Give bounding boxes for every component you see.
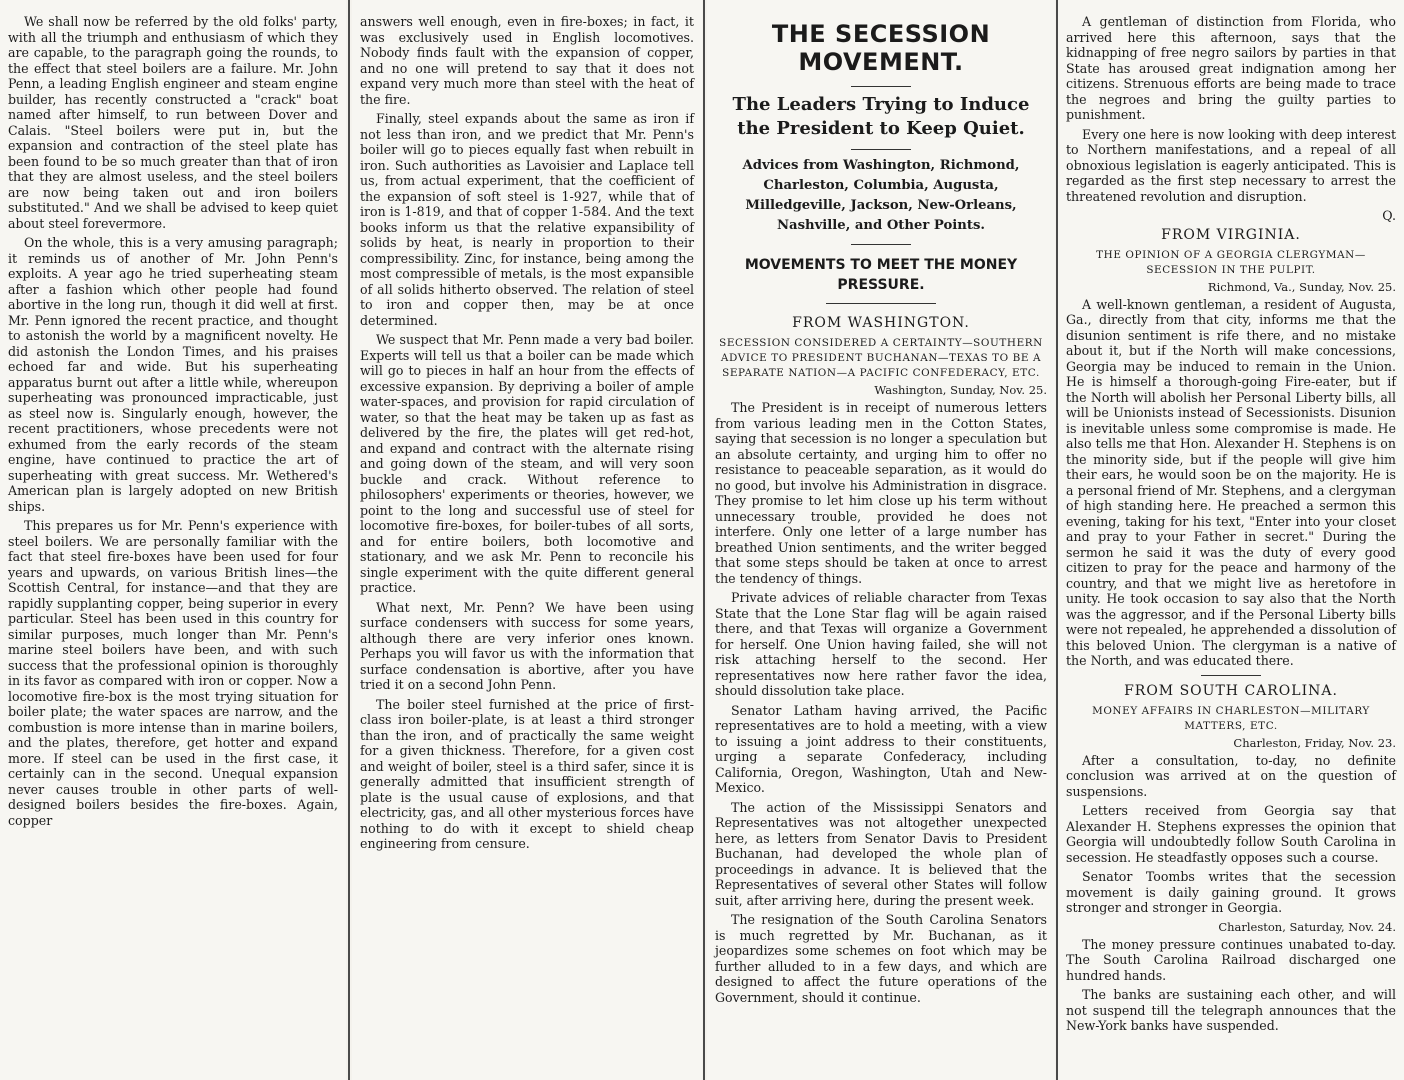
section-washington: FROM WASHINGTON.: [792, 315, 970, 331]
washington-dateline: Washington, Sunday, Nov. 25.: [874, 383, 1047, 397]
col2-paragraph-4: What next, Mr. Penn? We have been using surface condensers with success for some years, although there are very inferior ones known. Perhaps you will favor us with the information that surface condensation is abortive, after you have tried it on a second John Penn.: [360, 599, 694, 692]
column-2: [352, 0, 702, 1080]
deck-rule-3: [826, 303, 936, 304]
col3-paragraph-4: The action of the Mississippi Senators and Representatives was not altogether unexpected here, as letters from Senator Davis to President Buchanan, had developed the whole plan of proceedings in advance. It is believed that the Representatives of several other States will follow suit, after arriving here, during the present week.: [715, 799, 1047, 908]
sc-paragraph-1: After a consultation, to-day, no definite conclusion was arrived at on the question of suspensions.: [1066, 752, 1396, 799]
col4-paragraph-2: Every one here is now looking with deep interest to Northern manifestations, and a repeal of all obnoxious legislation is eagerly anticipated. This is regarded as the first step necessary to arrest the threatened revolution and disruption.: [1066, 126, 1396, 204]
virginia-paragraph-1: A well-known gentleman, a resident of Augusta, Ga., directly from that city, informs me that the disunion sentiment is rife there, and no mistake about it, but if the North will make concessions, Georgia may be induced to remain in the Union. He is himself a thorough-going Fire-eater, but if the North will abolish her Personal Liberty bills, all will be Unionists instead of Secessionists. Disunion is inevitable unless some compromise is made. He also tells me that Hon. Alexander H. Stephens is on the minority side, but if the people will give him their ears, he would soon be on the majority. He is a personal friend of Mr. Stephens, and a clergyman of high standing here. He preached a sermon this evening, taking for his text, "Enter into your closet and pray to your Father in secret." During the sermon he said it was the duty of every good citizen to pray for the peace and harmony of the country, and that we might live as heretofore in unity. He took occasion to say also that the North was the aggressor, and if the Personal Liberty bills were not repealed, he apprehended a dissolution of this beloved Union. The clergyman is a native of the North, and was educated there.: [1066, 296, 1396, 668]
col4-paragraph-1: A gentleman of distinction from Florida, who arrived here this afternoon, says that the kidnapping of free negro sailors by parties in that State has aroused great indignation among her citizens. Strenuous efforts are being made to trace the negroes and bring the guilty parties to punishment.: [1066, 14, 1396, 122]
col1-paragraph-1: We shall now be referred by the old folks' party, with all the triumph and enthusiasm of which they are capable, to the paragraph going the rounds, to the effect that steel boilers are a failure. Mr. John Penn, a leading English engineer and steam engine builder, has recently constructed a "crack" boat named after himself, to run between Dover and Calais. "Steel boilers were put in, but the expansion and contraction of the steel plate has been found to be so much greater than that of iron that they are almost useless, and the steel boilers are now being taken out and iron boilers substituted." And we shall be advised to keep quiet about steel forevermore.: [8, 14, 338, 231]
sc2-paragraph-2: The banks are sustaining each other, and will not suspend till the telegraph announces that the New-York banks have suspended.: [1066, 987, 1396, 1033]
column-divider-1: [348, 0, 350, 1080]
column-divider-2: [703, 0, 705, 1080]
virginia-subhead: THE OPINION OF A GEORGIA CLERGYMAN—SECESSION IN THE PULPIT.: [1096, 248, 1366, 276]
section-south-carolina: FROM SOUTH CAROLINA.: [1124, 682, 1338, 699]
col2-paragraph-3: We suspect that Mr. Penn made a very bad boiler. Experts will tell us that a boiler can be made which will go to pieces in half an hour from the effects of excessive expansion. By depriving a boiler of ample water-spaces, and provision for rapid circulation of water, so that the heat may be taken up as fast as delivered by the fire, the plates will get red-hot, and expand and contract with the alternate rising and going down of the steam, and will very soon buckle and crack. Without reference to philosophers' experiments or theories, however, we point to the long and successful use of steel for locomotive fire-boxes, for boiler-tubes of all sorts, and for entire boilers, both locomotive and stationary, and we ask Mr. Penn to reconcile his single experiment with the quite different general practice.: [360, 332, 694, 595]
column-1: [0, 0, 346, 1080]
sc-paragraph-2: Letters received from Georgia say that Alexander H. Stephens expresses the opinion that Georgia will undoubtedly follow South Carolina in secession. He steadfastly opposes such a course.: [1066, 803, 1396, 865]
col1-paragraph-2: On the whole, this is a very amusing paragraph; it reminds us of another of Mr. John Penn's exploits. A year ago he tried superheating steam after a fashion which other people had found abortive in the long run, though it did well at first. Mr. Penn ignored the recent practice, and thought to astonish the world by a magnificent novelty. He did astonish the London Times, and his praises echoed far and wide. But his superheating apparatus burnt out after a little while, whereupon superheating was pronounced impracticable, just as steel now is. Singularly enough, however, the recent practitioners, whose precedents were not exhumed from the early records of the steam engine, have continued to practice the art of superheating with great success. Mr. Wethered's American plan is largely adopted on new British ships.: [8, 235, 338, 514]
col3-paragraph-1: The President is in receipt of numerous letters from various leading men in the Cotton States, saying that secession is no longer a speculation but an absolute certainty, and urging him to offer no resistance to peaceable separation, as it would do no good, but involve his Administration in disgrace. They promise to let him close up his term without unnecessary trouble, provided he does not interfere. Only one letter of a large number has breathed Union sentiments, and the writer begged that some steps should be taken at once to arrest the tendency of things.: [715, 400, 1047, 586]
col3-paragraph-3: Senator Latham having arrived, the Pacific representatives are to hold a meeting, with a view to issuing a joint address to their constituents, urging a separate Confederacy, including California, Oregon, Washington, Utah and New-Mexico.: [715, 702, 1047, 795]
south-carolina-dateline-2: Charleston, Saturday, Nov. 24.: [1218, 919, 1396, 934]
deck-3: MOVEMENTS TO MEET THE MONEY PRESSURE.: [744, 257, 1018, 293]
virginia-rule: [1201, 675, 1261, 676]
south-carolina-dateline-1: Charleston, Friday, Nov. 23.: [1233, 735, 1396, 750]
south-carolina-subhead: MONEY AFFAIRS IN CHARLESTON—MILITARY MATTERS, ETC.: [1092, 704, 1370, 732]
headline: THE SECESSION MOVEMENT.: [771, 20, 991, 76]
col1-paragraph-3: This prepares us for Mr. Penn's experience with steel boilers. We are personally familiar with the fact that steel fire-boxes have been used for four years and upwards, on various British lines—the Scottish Central, for instance—and that they are rapidly supplanting copper, being superior in every particular. Steel has been used in this country for similar purposes, much longer than Mr. Penn's marine steel boilers have been, and with such success that the professional opinion is thoroughly in its favor as compared with iron or copper. Now a locomotive fire-box is the most trying situation for boiler plate; the water spaces are narrow, and the combustion is more intense than in marine boilers, and the plates, therefore, get hotter and expand more. If steel can be used in the first case, it certainly can in the second. Unequal expansion never causes trouble in other parts of well-designed boilers besides the fire-boxes. Again, copper: [8, 518, 338, 828]
column-4: [1058, 0, 1404, 1080]
deck-rule-2: [851, 244, 911, 245]
sc-paragraph-3: Senator Toombs writes that the secession movement is daily gaining ground. It grows stronger and stronger in Georgia.: [1066, 869, 1396, 915]
deck-rule-1: [851, 149, 911, 150]
col2-paragraph-2: Finally, steel expands about the same as iron if not less than iron, and we predict that Mr. Penn's boiler will go to pieces equally fast when rebuilt in iron. Such authorities as Lavoisier and Laplace tell us, from actual experiment, that the coefficient of the expansion of soft steel is 1-927, while that of iron is 1-819, and that of copper 1-584. And the text books inform us that the relative expansibility of solids by heat, is nearly in proportion to their compressibility. Zinc, for instance, being among the most compressible of metals, is the most expansible of all solids hitherto observed. The relation of steel to iron and copper then, may be at once determined.: [360, 111, 694, 328]
col2-paragraph-5: The boiler steel furnished at the price of first-class iron boiler-plate, is at least a third stronger than the iron, and of practically the same weight for a given thickness. Therefore, for a given cost and weight of boiler, steel is a third safer, since it is generally admitted that insufficient strength of plate is the usual cause of explosions, and that electricity, gas, and all other mysterious forces have nothing to do with it except to shield cheap engineering from censure.: [360, 696, 694, 851]
deck-1: The Leaders Trying to Induce the President to Keep Quiet.: [732, 94, 1030, 139]
column-3: [707, 0, 1055, 1080]
signature: Q.: [1382, 208, 1396, 223]
deck-2: Advices from Washington, Richmond, Charleston, Columbia, Augusta, Milledgeville, Jackson, New-Orleans, Nashville, and Other Points.: [742, 158, 1020, 233]
col3-paragraph-2: Private advices of reliable character from Texas State that the Lone Star flag will be again raised there, and that Texas will organize a Government for herself. One Union having failed, she will not risk attaching herself to the second. Her representatives now here rather favor the idea, should dissolution take place.: [715, 590, 1047, 698]
washington-subhead: SECESSION CONSIDERED A CERTAINTY—SOUTHERN ADVICE TO PRESIDENT BUCHANAN—TEXAS TO BE A SEPARATE NATION—A PACIFIC CONFEDERACY, ETC.: [719, 337, 1043, 379]
col2-paragraph-1: answers well enough, even in fire-boxes; in fact, it was exclusively used in English locomotives. Nobody finds fault with the expansion of copper, and no one will pretend to say that it does not expand very much more than steel with the heat of the fire.: [360, 14, 694, 107]
headline-rule: [851, 86, 911, 87]
section-virginia: FROM VIRGINIA.: [1161, 226, 1301, 243]
virginia-dateline: Richmond, Va., Sunday, Nov. 25.: [1207, 279, 1396, 294]
col3-paragraph-5: The resignation of the South Carolina Senators is much regretted by Mr. Buchanan, as it jeopardizes some schemes on foot which may be further alluded to in a few days, and which are designed to affect the future operations of the Government, should it continue.: [715, 912, 1047, 1005]
sc2-paragraph-1: The money pressure continues unabated to-day. The South Carolina Railroad discharged one hundred hands.: [1066, 936, 1396, 983]
